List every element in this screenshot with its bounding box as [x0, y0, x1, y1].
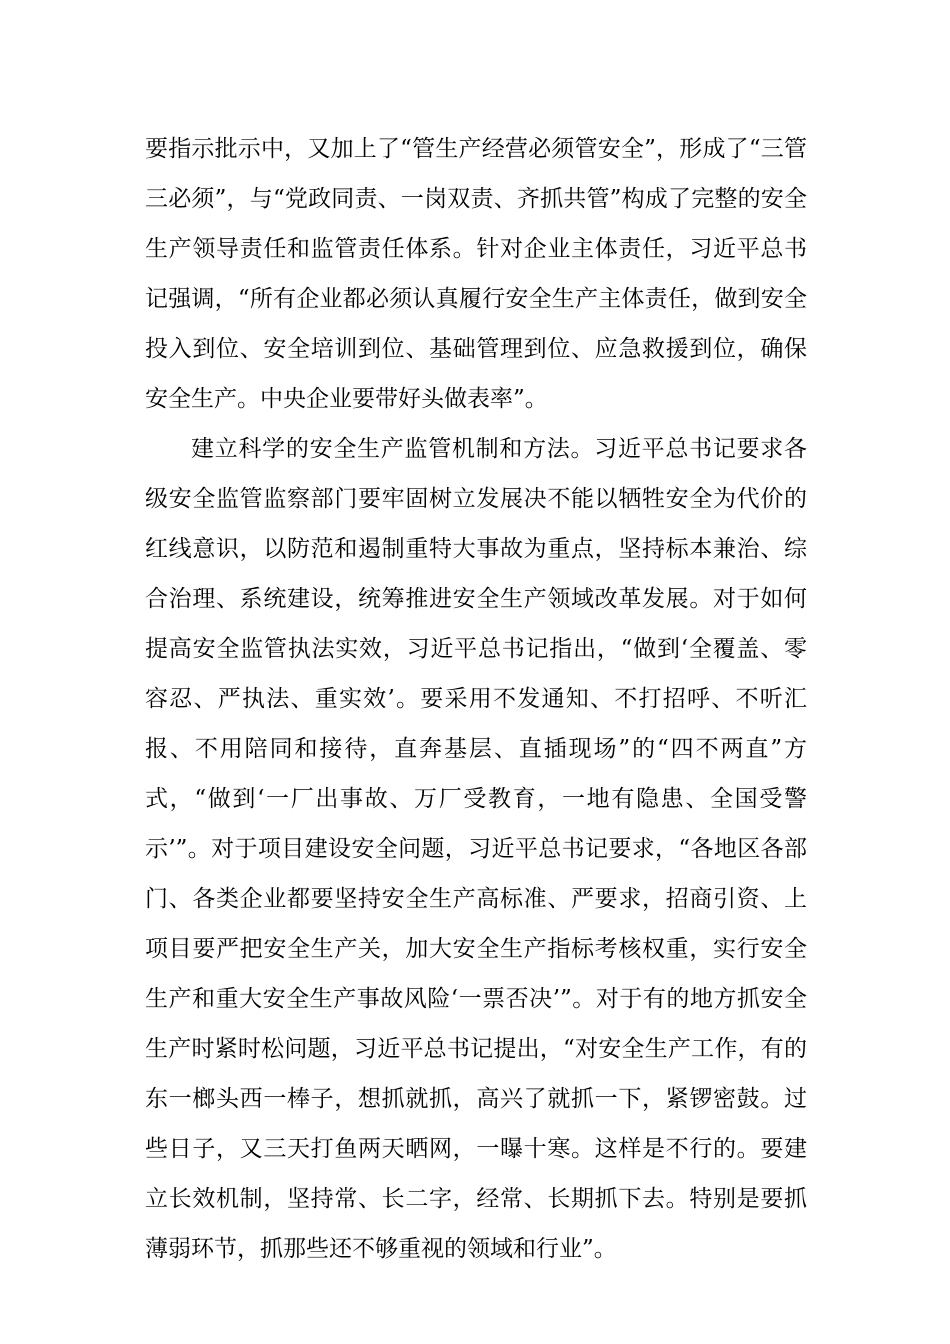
- paragraph-continuation: 要指示批示中，又加上了“管生产经营必须管安全”，形成了“三管三必须”，与“党政同责、一岗双责、齐抓共管”构成了完整的安全生产领导责任和监管责任体系。针对企业主体责任，习近平总书记强调，“所有企业都必须认真履行安全生产主体责任，做到安全投入到位、安全培训到位、基础管理到位、应急救援到位，确保安全生产。中央企业要带好头做表率”。: [145, 136, 807, 412]
- document-body: [145, 124, 807, 1274]
- paragraph-supervision-mechanism: 建立科学的安全生产监管机制和方法。习近平总书记要求各级安全监管监察部门要牢固树立发展决不能以牺牲安全为代价的红线意识，以防范和遏制重特大事故为重点，坚持标本兼治、综合治理、系统建设，统筹推进安全生产领域改革发展。对于如何提高安全监管执法实效，习近平总书记指出，“做到‘全覆盖、零容忍、严执法、重实效’。要采用不发通知、不打招呼、不听汇报、不用陪同和接待，直奔基层、直插现场”的“四不两直”方式，“做到‘一厂出事故、万厂受教育，一地有隐患、全国受警示’”。对于项目建设安全问题，习近平总书记要求，“各地区各部门、各类企业都要坚持安全生产高标准、严要求，招商引资、上项目要严把安全生产关，加大安全生产指标考核权重，实行安全生产和重大安全生产事故风险‘一票否决’”。对于有的地方抓安全生产时紧时松问题，习近平总书记提出，“对安全生产工作，有的东一榔头西一棒子，想抓就抓，高兴了就抓一下，紧锣密鼓。过些日子，又三天打鱼两天晒网，一曝十寒。这样是不行的。要建立长效机制，坚持常、长二字，经常、长期抓下去。特别是要抓薄弱环节，抓那些还不够重视的领域和行业”。: [145, 436, 807, 1262]
